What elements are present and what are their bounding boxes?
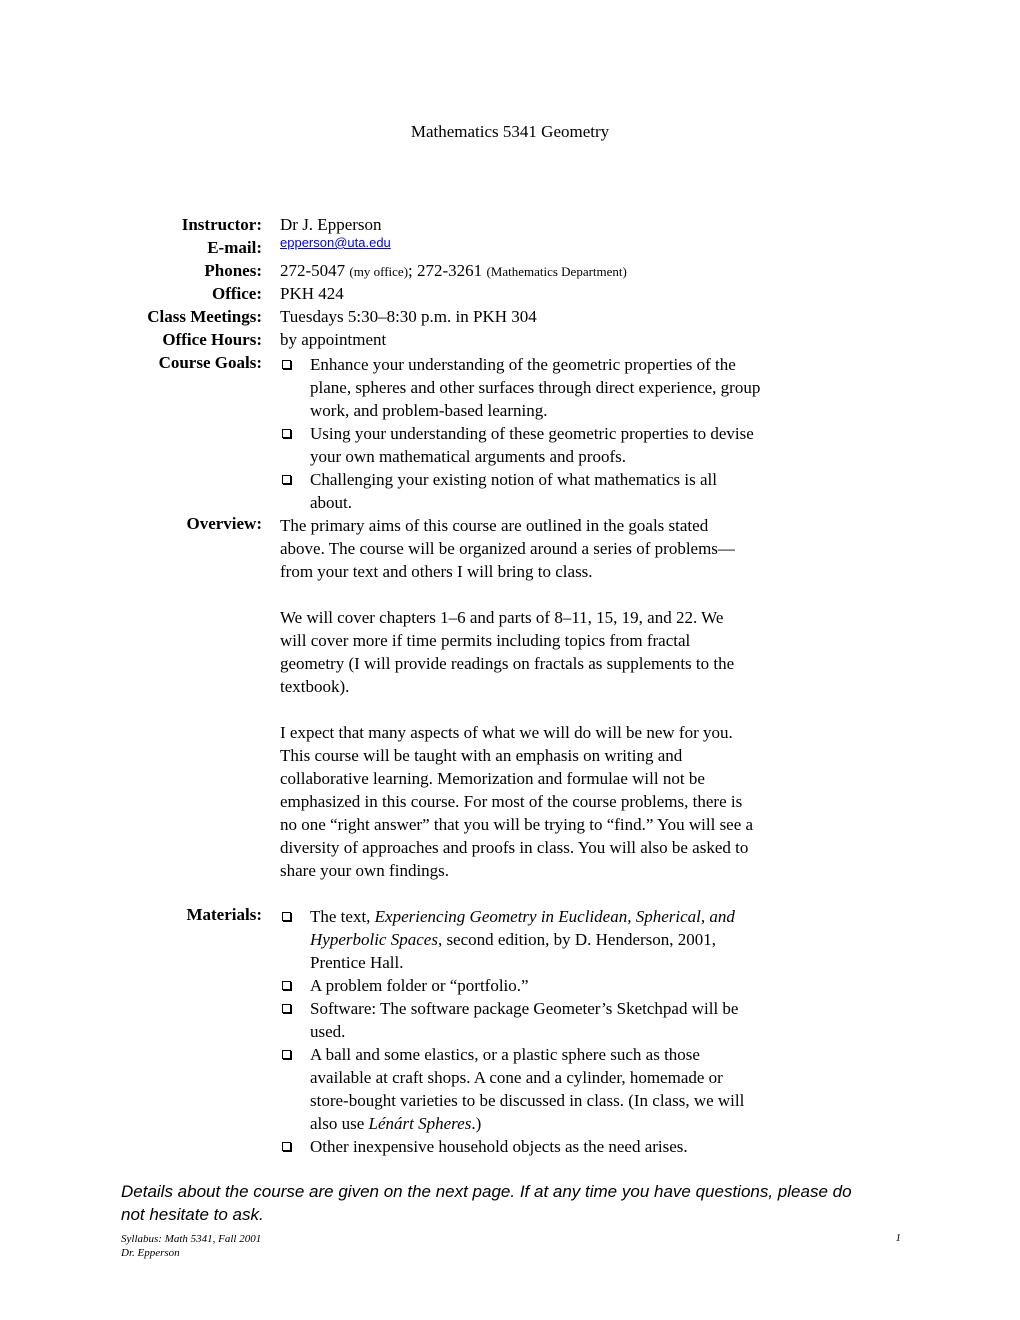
checkbox-bullet-icon <box>282 981 291 990</box>
materials-label: Materials: <box>186 905 262 924</box>
material-item: Other inexpensive household objects as the need arises. <box>280 1135 840 1158</box>
phone-office-note: (my office) <box>349 264 409 279</box>
checkbox-bullet-icon <box>282 475 291 484</box>
checkbox-bullet-icon <box>282 360 291 369</box>
instructor-label: Instructor: <box>181 215 262 234</box>
overview-label: Overview: <box>186 514 262 533</box>
office-value: PKH 424 <box>280 284 344 303</box>
closing-note: Details about the course are given on the next page. If at any time you have questions, please do not hesitate to ask. <box>121 1182 852 1224</box>
meetings-label: Class Meetings: <box>147 307 262 326</box>
phone-office: 272-5047 <box>280 261 346 280</box>
phones-label: Phones: <box>204 261 262 280</box>
material-item: Software: The software package Geometer’s Sketchpad will be used. <box>280 997 840 1043</box>
office-hours-row <box>0 330 1020 353</box>
phone-department-note: (Mathematics Department) <box>486 264 627 279</box>
meetings-row <box>0 307 1020 330</box>
goal-item: Enhance your understanding of the geometric properties of the plane, spheres and other surfaces through direct experience, group work, and problem-based learning. <box>280 353 840 422</box>
footer-left: Syllabus: Math 5341, Fall 2001 Dr. Epperson <box>121 1233 262 1259</box>
overview-paragraph: We will cover chapters 1–6 and parts of 8–11, 15, 19, and 22. We will cover more if time permits including topics from fractal geometry (I will provide readings on fractals as supplements to the textbook). <box>280 608 735 696</box>
checkbox-bullet-icon <box>282 1050 291 1059</box>
course-goals-list <box>280 353 840 514</box>
goal-item: Using your understanding of these geometric properties to devise your own mathematical arguments and proofs. <box>280 422 840 468</box>
instructor-row <box>0 215 1020 238</box>
page-number: 1 <box>895 1232 901 1244</box>
overview-text <box>280 514 840 882</box>
office-label: Office: <box>211 284 262 303</box>
email-row <box>0 235 1020 261</box>
course-goals-label: Course Goals: <box>158 353 262 372</box>
office-hours-label: Office Hours: <box>162 330 262 349</box>
phones-value <box>280 261 627 281</box>
office-hours-value: by appointment <box>280 330 387 349</box>
checkbox-bullet-icon <box>282 1142 291 1151</box>
overview-paragraph: I expect that many aspects of what we will do will be new for you. This course will be taught with an emphasis on writing and collaborative learning. Memorization and formulae will not be emphasized in this course. For most of the course problems, there is no one “right answer” that you will be trying to “find.” You will see a diversity of approaches and proofs in class. You will also be asked to share your own findings. <box>280 723 754 880</box>
materials-list <box>280 905 840 1158</box>
phone-separator: ; <box>408 261 413 280</box>
instructor-value: Dr J. Epperson <box>280 215 382 234</box>
overview-paragraph: The primary aims of this course are outlined in the goals stated above. The course will be organized around a series of problems— from your text and others I will bring to class. <box>280 516 735 581</box>
checkbox-bullet-icon <box>282 912 291 921</box>
phones-row <box>0 261 1020 284</box>
email-link[interactable]: epperson@uta.edu <box>280 235 391 250</box>
checkbox-bullet-icon <box>282 1004 291 1013</box>
meetings-value: Tuesdays 5:30–8:30 p.m. in PKH 304 <box>280 307 537 326</box>
textbook-title: Experiencing Geometry in Euclidean, Spherical, and <box>374 907 735 926</box>
goal-item: Challenging your existing notion of what mathematics is all about. <box>280 468 840 514</box>
office-row <box>0 284 1020 307</box>
email-label: E-mail: <box>207 238 262 257</box>
checkbox-bullet-icon <box>282 429 291 438</box>
material-item: A ball and some elastics, or a plastic sphere such as those available at craft shops. A cone and a cylinder, homemade or store-bought varieties to be discussed in class. (In class, we will also use Lénárt Spheres.) <box>280 1043 840 1135</box>
material-item: A problem folder or “portfolio.” <box>280 974 840 997</box>
material-item: The text, Experiencing Geometry in Euclidean, Spherical, and Hyperbolic Spaces, second edition, by D. Henderson, 2001, Prentice Hall. <box>280 905 840 974</box>
page-title: Mathematics 5341 Geometry <box>410 122 610 141</box>
phone-department: 272-3261 <box>417 261 483 280</box>
